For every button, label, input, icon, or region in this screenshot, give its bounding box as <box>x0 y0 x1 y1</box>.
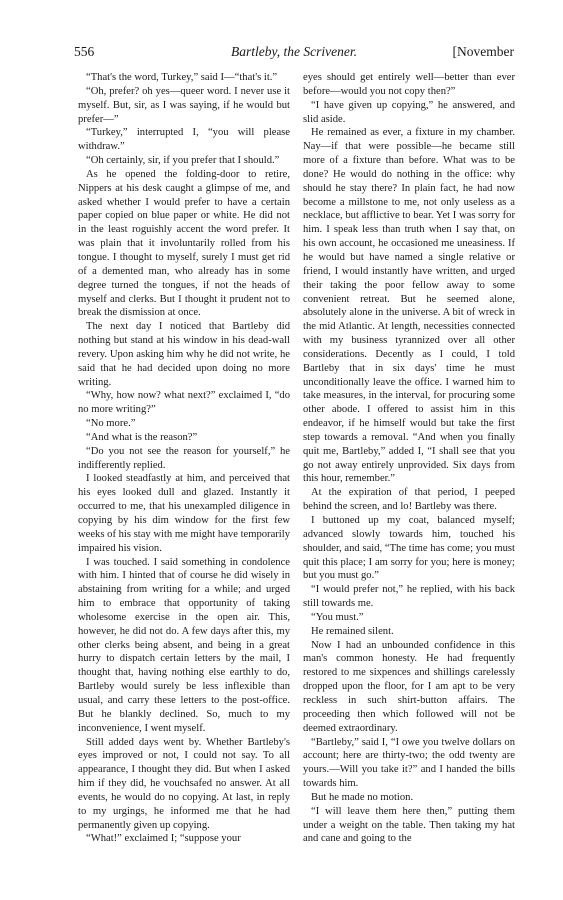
paragraph: As he opened the folding-door to retire, Nippers at his desk caught a glimpse of me, and asked whether I would prefer to have a certain paper copied on blue paper or white. He did not in the least roguishly accent the word prefer. It was plain that it involuntarily rolled from his tongue. I thought to myself, surely I must get rid of a demented man, who already has in some degree turned the tongues, if not the heads of myself and clerks. But I thought it prudent not to break the dismission at once. <box>78 168 290 319</box>
paragraph: “I have given up copying,” he answered, and slid aside. <box>303 99 515 125</box>
paragraph: “And what is the reason?” <box>86 431 198 443</box>
running-title: Bartleby, the Scrivener. <box>231 44 357 59</box>
paragraph: “You must.” <box>311 611 364 623</box>
paragraph: “Oh, prefer? oh yes—queer word. I never use it myself. But, sir, as I was saying, if he would but prefer—” <box>78 85 290 125</box>
paragraph: I was touched. I said something in condolence with him. I hinted that of course he did wisely in abstaining from writing for a while; and urged him to embrace that opportunity of taking wholesome exercise in the open air. This, however, he did not do. A few days after this, my other clerks being absent, and being in a great hurry to dispatch certain letters by the mail, I thought that, having nothing else earthly to do, Bartleby would surely be less inflexible than usual, and carry these letters to the post-office. But he blankly declined. So, much to my inconvenience, I went myself. <box>78 556 290 734</box>
paragraph: I looked steadfastly at him, and perceived that his eyes looked dull and glazed. Instantly it occurred to me, that his unexampled diligence in copying by his dim window for the first few weeks of his stay with me might have temporarily impaired his vision. <box>78 473 290 554</box>
paragraph: “No more.” <box>86 418 136 430</box>
paragraph: eyes should get entirely well—better than ever before—would you not copy then?” <box>303 72 515 97</box>
page-number: 556 <box>74 44 95 59</box>
left-column <box>78 71 290 846</box>
paragraph: I buttoned up my coat, balanced myself; advanced slowly towards him, touched his shoulder, and said, “The time has come; you must quit this place; I am sorry for you; here is money; but you must go.” <box>303 515 515 582</box>
paragraph: But he made no motion. <box>311 791 414 803</box>
paragraph: He remained as ever, a fixture in my chamber. Nay—if that were possible—he became still more of a fixture than before. What was to be done? He would do nothing in the office: why should he stay there? In plain fact, he had now become a millstone to me, not only useless as a necklace, but afflictive to bear. Yet I was sorry for him. I speak less than truth when I say that, on his own account, he occasioned me uneasiness. If he would but have named a single relative or friend, I would instantly have written, and urged their taking the poor fellow away to some convenient retreat. But he seemed alone, absolutely alone in the universe. A bit of wreck in the mid Atlantic. At length, necessities connected with my business tyrannized over all other considerations. Decently as I could, I told Bartleby that in six days' time he must unconditionally leave the office. I warned him to take measures, in the interval, for procuring some other abode. I offered to assist him in this endeavor, if he himself would but take the first step towards a removal. “And when you finally quit me, Bartleby,” added I, “I shall see that you go not away entirely unprovided. Six days from this hour, remember.” <box>303 127 515 485</box>
paragraph: “That's the word, Turkey,” said I—“that's it.” <box>86 72 278 83</box>
paragraph: Now I had an unbounded confidence in this man's common honesty. He had frequently restored to me sixpences and shillings carelessly dropped upon the floor, for I am apt to be very reckless in such shirt-button affairs. The proceeding then which followed will not be deemed extraordinary. <box>303 639 515 734</box>
paragraph: The next day I noticed that Bartleby did nothing but stand at his window in his dead-wall revery. Upon asking him why he did not write, he said that he had decided upon doing no more writing. <box>78 321 290 388</box>
paragraph: Still added days went by. Whether Bartleby's eyes improved or not, I could not say. To all appearance, I thought they did. But when I asked him if they did, he vouchsafed no answer. At all events, he would do no copying. At last, in reply to my urgings, he informed me that he had permanently given up copying. <box>78 736 290 831</box>
paragraph: “Turkey,” interrupted I, “you will please withdraw.” <box>78 127 290 153</box>
right-column <box>303 71 515 846</box>
paragraph: “I would prefer not,” he replied, with his back still towards me. <box>303 584 515 610</box>
paragraph: At the expiration of that period, I peeped behind the screen, and lo! Bartleby was there. <box>303 487 515 513</box>
paragraph: “Oh certainly, sir, if you prefer that I should.” <box>86 155 280 167</box>
issue-month: [November <box>452 44 514 59</box>
paragraph: He remained silent. <box>311 625 394 637</box>
paragraph: “Bartleby,” said I, “I owe you twelve dollars on account; here are thirty-two; the odd twenty are yours.—Will you take it?” and I handed the bills towards him. <box>303 736 515 790</box>
paragraph: “Why, how now? what next?” exclaimed I, “do no more writing?” <box>78 390 290 416</box>
paragraph: “I will leave them here then,” putting them under a weight on the table. Then taking my hat and cane and going to the <box>303 805 515 845</box>
paragraph: “What!” exclaimed I; “suppose your <box>86 833 241 845</box>
paragraph: “Do you not see the reason for yourself,” he indifferently replied. <box>78 445 290 471</box>
